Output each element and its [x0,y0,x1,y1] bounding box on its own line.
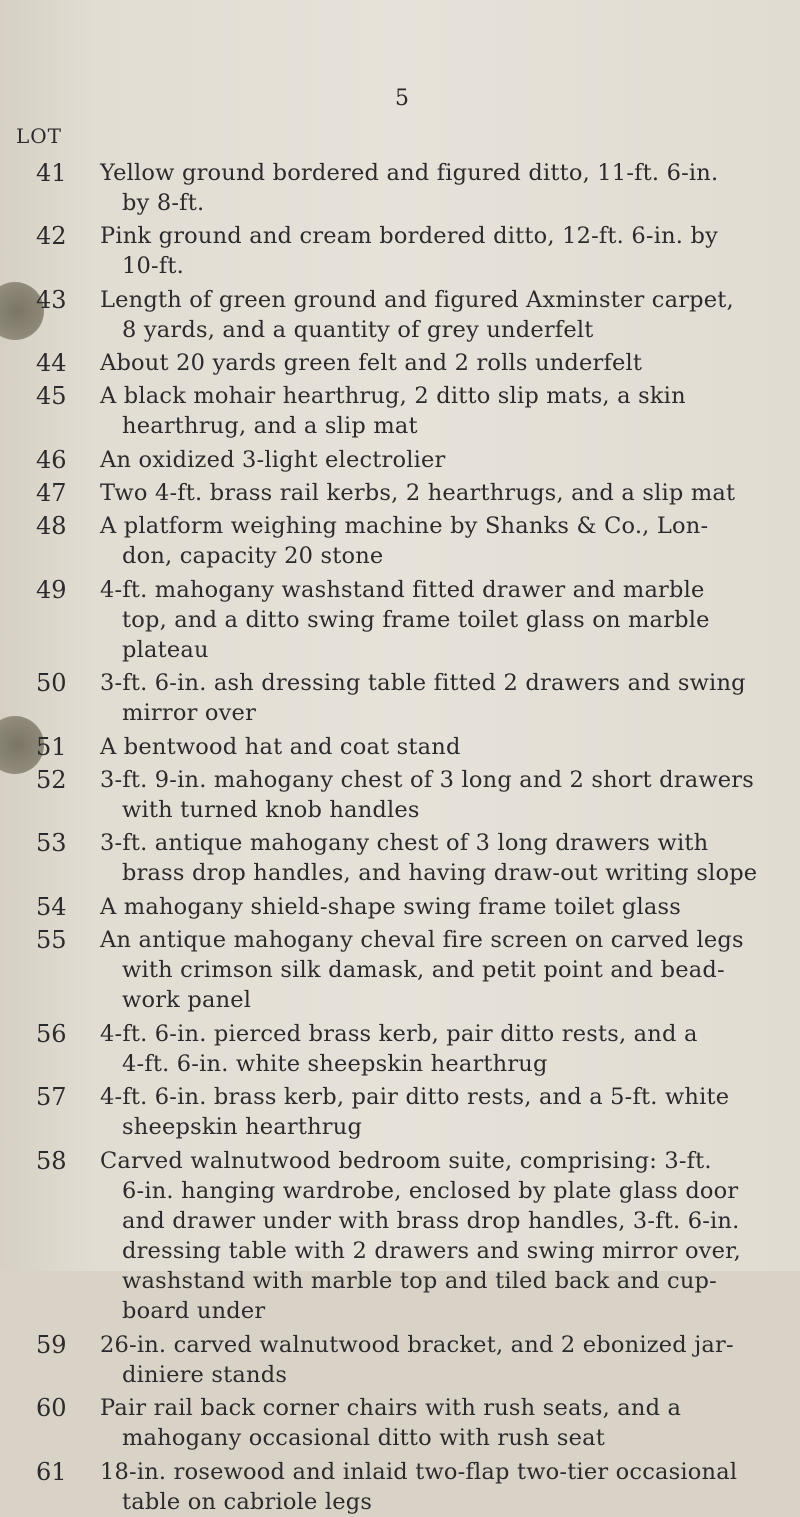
lot-description [100,1019,780,1079]
lot-description-line: Length of green ground and figured Axminster carpet, [100,286,734,313]
lot-description-line: 3-ft. antique mahogany chest of 3 long drawers with [100,830,709,857]
lot-description-line: top, and a ditto swing frame toilet glass on marble [122,606,710,633]
lot-description-line: table on cabriole legs [122,1488,373,1515]
lot-description [100,285,780,345]
lot-description-line: work panel [122,987,252,1014]
lot-description-line: About 20 yards green felt and 2 rolls underfelt [100,350,643,377]
lot-number: 61 [36,1457,67,1486]
lot-description-line: dressing table with 2 drawers and swing mirror over, [122,1237,741,1264]
lot-description-line: Carved walnutwood bedroom suite, comprising: 3-ft. [100,1147,712,1174]
lot-number: 58 [36,1146,67,1175]
lot-description [100,381,780,441]
lot-description [100,348,780,378]
lot-description [100,158,780,218]
lot-description [100,828,780,888]
lot-description-line: 8 yards, and a quantity of grey underfelt [122,316,594,343]
lot-description-line: don, capacity 20 stone [122,543,384,570]
lot-description-line: Pair rail back corner chairs with rush seats, and a [100,1395,682,1422]
lot-description-line: 4-ft. 6-in. brass kerb, pair ditto rests, and a 5-ft. white [100,1084,730,1111]
lot-number: 60 [36,1394,67,1423]
lot-description-line: 4-ft. 6-in. pierced brass kerb, pair ditto rests, and a [100,1020,698,1047]
lot-description [100,925,780,1015]
lot-description-line: with turned knob handles [122,797,420,824]
lot-description-line: 4-ft. mahogany washstand fitted drawer and marble [100,576,705,603]
lot-description [100,221,780,281]
lot-description [100,892,780,922]
lot-number: 50 [36,669,67,698]
lot-description-line: Two 4-ft. brass rail kerbs, 2 hearthrugs, and a slip mat [100,480,736,507]
lot-description-line: plateau [122,636,209,663]
lot-description [100,765,780,825]
lot-description-line: 3-ft. 6-in. ash dressing table fitted 2 drawers and swing [100,670,746,697]
lot-column-header: LOT [16,124,63,148]
lot-number: 57 [36,1083,67,1112]
lot-description [100,668,780,728]
lot-description-line: 18-in. rosewood and inlaid two-flap two-tier occasional [100,1458,738,1485]
lot-number: 45 [36,382,67,411]
lot-number: 47 [36,479,67,508]
page-number: 5 [395,86,409,111]
lot-description [100,1082,780,1142]
lot-description [100,478,780,508]
lot-description-line: 10-ft. [122,253,184,280]
lot-description-line: A mahogany shield-shape swing frame toilet glass [100,893,681,920]
lot-number: 43 [36,285,67,314]
lot-description [100,511,780,571]
lot-description-line: by 8-ft. [122,190,205,216]
lot-description-line: Pink ground and cream bordered ditto, 12-ft. 6-in. by [100,223,719,250]
lot-description [100,1457,780,1517]
lot-number: 46 [36,445,67,474]
lot-number: 44 [36,349,67,378]
lot-number: 51 [36,732,67,761]
lot-number: 54 [36,892,67,921]
lot-description [100,732,780,762]
lot-number: 42 [36,222,67,251]
lot-number: 59 [36,1330,67,1359]
lot-description-line: An antique mahogany cheval fire screen on carved legs [100,927,744,954]
lot-description [100,1146,780,1326]
lot-description-line: board under [122,1297,266,1324]
lot-description-line: A platform weighing machine by Shanks & Co., Lon- [100,513,709,540]
lot-description-line: 4-ft. 6-in. white sheepskin hearthrug [122,1050,548,1077]
lot-description [100,1330,780,1390]
lot-number: 53 [36,829,67,858]
lot-number: 55 [36,926,67,955]
lot-description-line: mahogany occasional ditto with rush seat [122,1425,605,1452]
lot-description-line: Yellow ground bordered and figured ditto, 11-ft. 6-in. [100,160,719,186]
lot-number: 56 [36,1019,67,1048]
lot-description [100,575,780,665]
lot-description-line: with crimson silk damask, and petit point and bead- [122,957,725,984]
lot-description-line: 6-in. hanging wardrobe, enclosed by plate glass door [122,1177,739,1204]
lot-description-line: mirror over [122,700,257,727]
lot-description-line: An oxidized 3-light electrolier [100,446,446,473]
lot-description [100,1393,780,1453]
lot-number: 49 [36,575,67,604]
lot-description-line: A bentwood hat and coat stand [100,733,461,760]
lot-description-line: hearthrug, and a slip mat [122,413,418,440]
lot-number: 52 [36,766,67,795]
lot-description-line: sheepskin hearthrug [122,1114,363,1141]
lot-number: 48 [36,512,67,541]
lot-description [100,445,780,475]
lot-description-line: diniere stands [122,1361,288,1388]
lot-description-line: 26-in. carved walnutwood bracket, and 2 ebonized jar- [100,1331,734,1358]
lot-description-line: and drawer under with brass drop handles, 3-ft. 6-in. [122,1207,740,1234]
lot-description-line: washstand with marble top and tiled back and cup- [122,1267,717,1294]
lot-description-line: 3-ft. 9-in. mahogany chest of 3 long and 2 short drawers [100,767,754,794]
lot-description-line: A black mohair hearthrug, 2 ditto slip mats, a skin [100,383,686,410]
lot-description-line: brass drop handles, and having draw-out writing slope [122,860,758,887]
lot-number: 41 [36,159,67,187]
